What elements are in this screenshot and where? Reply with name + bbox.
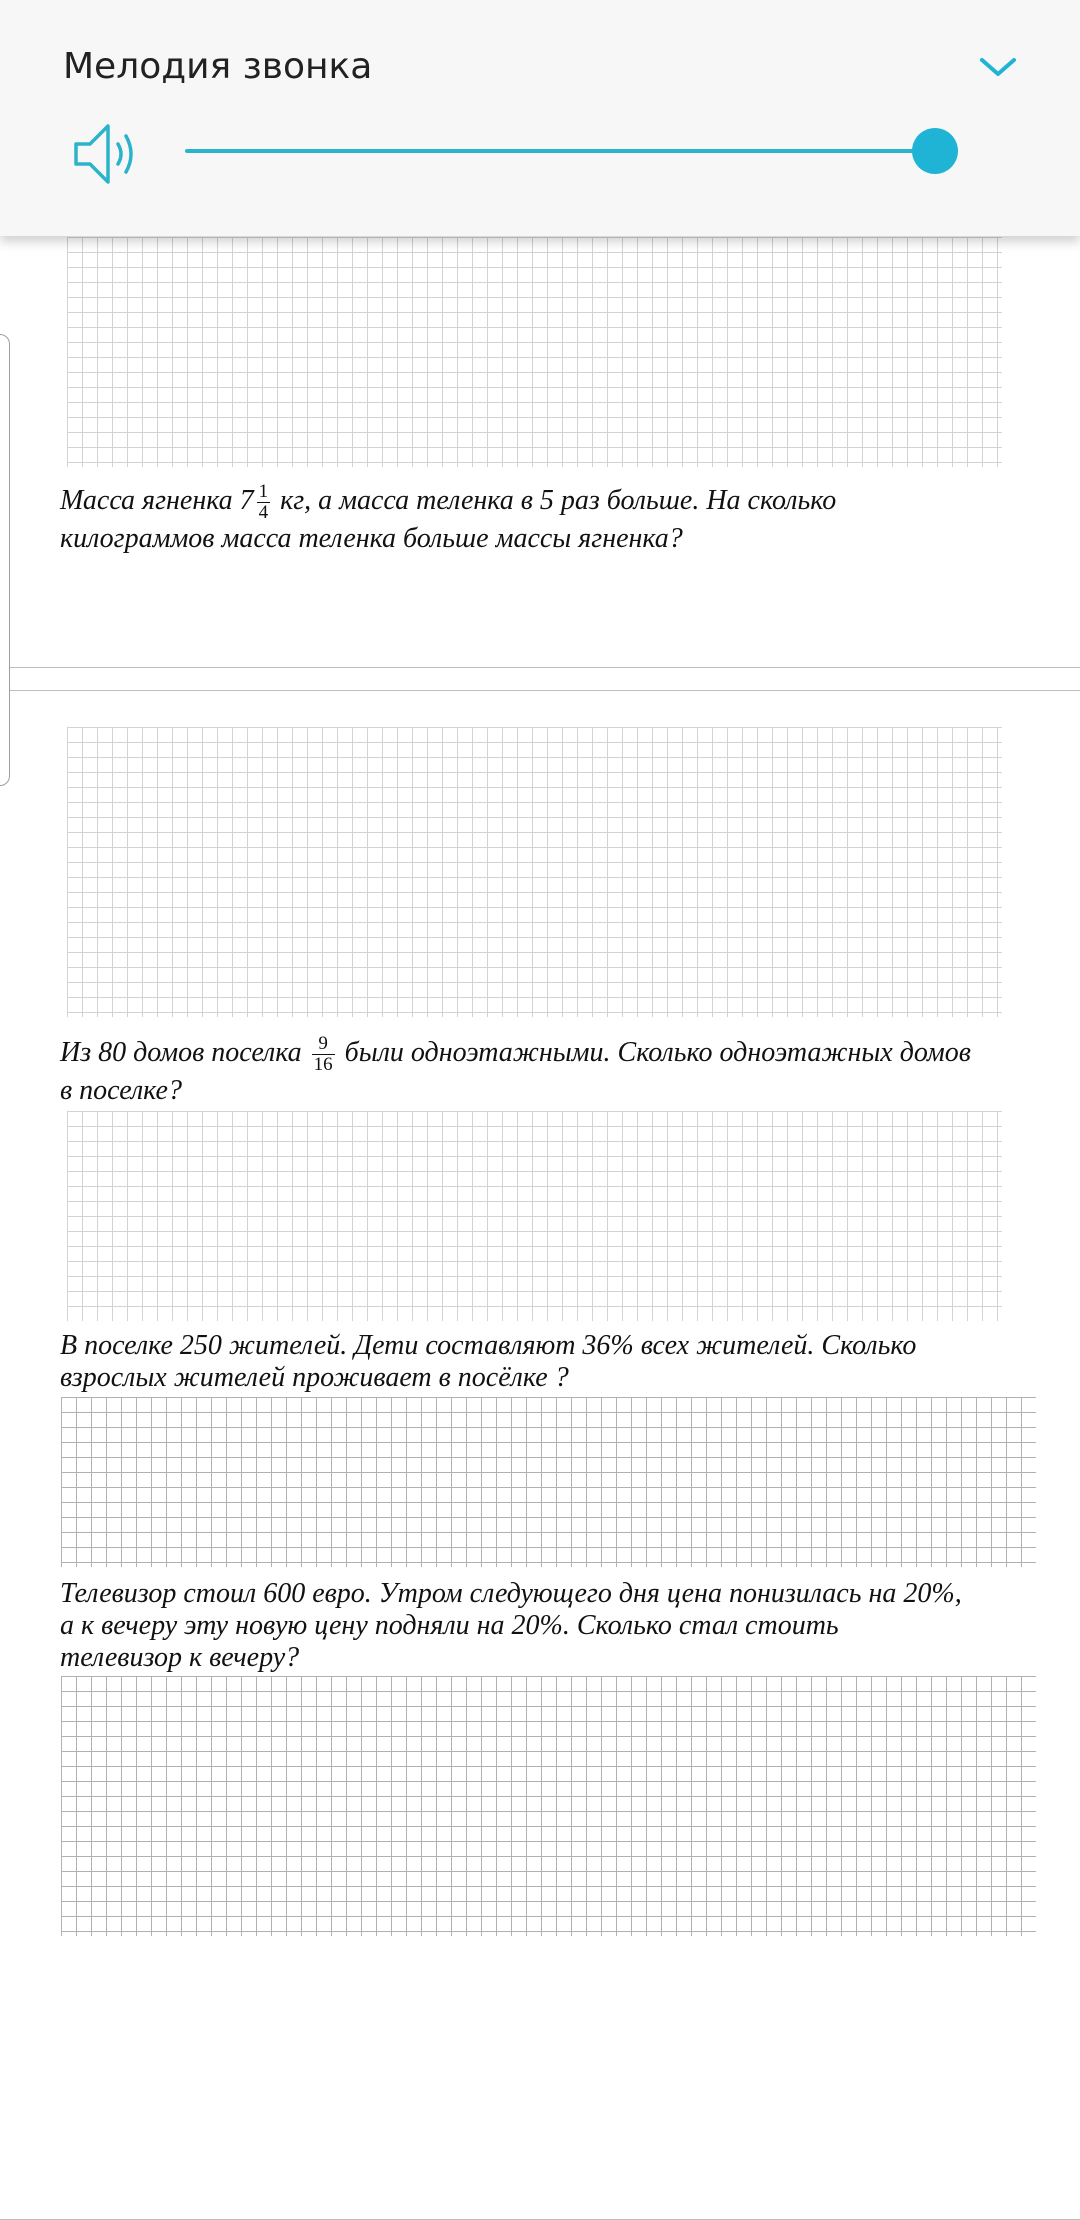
fraction-denominator: 4 <box>258 502 269 523</box>
volume-title: Мелодия звонка <box>63 46 373 87</box>
speaker-icon[interactable] <box>72 120 144 188</box>
task-2-text <box>60 1034 1070 1107</box>
task-4-line-2: а к вечеру эту новую цену подняли на 20%. Сколько стал стоить <box>60 1610 839 1641</box>
volume-slider-thumb[interactable] <box>912 128 958 174</box>
task-1-part-a: Масса ягненка 7 <box>60 484 254 516</box>
task-2-line-2: в поселке? <box>60 1075 182 1106</box>
task-1-text <box>60 482 1040 555</box>
fraction <box>312 1034 335 1075</box>
task-1-line-2: килограммов масса теленка больше массы ягненка? <box>60 523 683 554</box>
chevron-down-icon[interactable] <box>978 52 1018 82</box>
volume-panel <box>0 0 1080 236</box>
task-3-line-1: В поселке 250 жителей. Дети составляют 36% всех жителей. Сколько <box>60 1330 917 1361</box>
grid-area <box>61 1397 1036 1567</box>
fraction-numerator: 1 <box>258 481 269 502</box>
task-4-line-1: Телевизор стоил 600 евро. Утром следующего дня цена понизилась на 20%, <box>60 1578 962 1609</box>
task-4-text <box>60 1578 1070 1674</box>
task-3-line-2: взрослых жителей проживает в посёлке ? <box>60 1362 569 1393</box>
volume-slider-track[interactable] <box>185 149 935 153</box>
fraction <box>257 482 271 523</box>
task-2-part-a: Из 80 домов поселка <box>60 1036 309 1068</box>
fraction-numerator: 9 <box>312 1034 335 1055</box>
fraction-denominator: 16 <box>313 1054 333 1075</box>
side-panel-handle[interactable] <box>0 334 10 786</box>
grid-area <box>67 727 1002 1017</box>
task-2-part-b: были одноэтажными. Сколько одноэтажных домов <box>337 1036 971 1068</box>
document-page-2 <box>0 690 1080 2220</box>
grid-area <box>61 1676 1036 1936</box>
grid-area <box>67 237 1002 467</box>
task-1-part-b: кг, а масса теленка в 5 раз больше. На сколько <box>273 484 837 516</box>
grid-area <box>67 1111 1002 1321</box>
task-3-text <box>60 1330 1040 1394</box>
document-page-1 <box>0 200 1080 668</box>
task-4-line-3: телевизор к вечеру? <box>60 1642 300 1673</box>
